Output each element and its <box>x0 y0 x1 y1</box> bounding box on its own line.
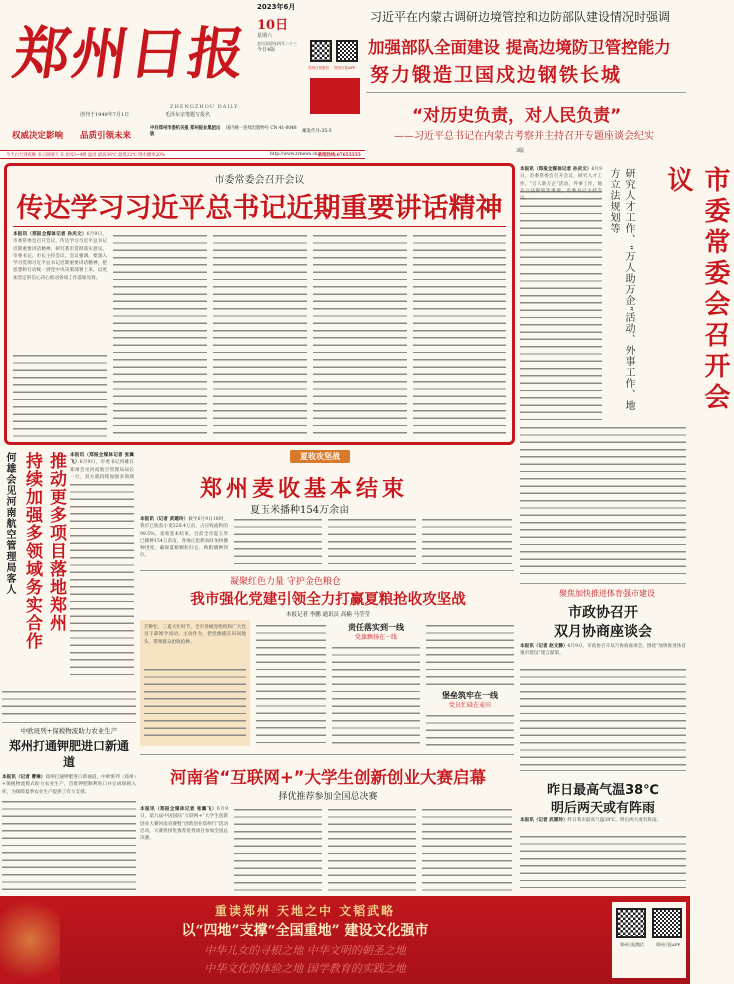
wheat-text: 截至6月9日18时，我市已收获小麦228.4万亩，占应收面积的99.5%，麦收基本结束。目前全市夏玉米已播种154万余亩，各地正抢抓农时加快播种进度，确保夏粮颗粒归仓、秋粮播种到位。 <box>140 517 228 559</box>
left-text: 6月9日，市委书记何雄在郑州会见河南航空管理局局长一行，双方就持续加强多领域 <box>70 460 134 480</box>
right-story-body-b <box>520 270 602 420</box>
qr-code-wechat[interactable] <box>310 40 332 62</box>
left-column-story[interactable] <box>0 448 137 688</box>
lead-story-box[interactable] <box>4 163 515 445</box>
lead-body-col-2 <box>113 232 207 438</box>
lead-body-col-1 <box>13 231 107 351</box>
ad-line-4: 中华文化的体验之地 国学教育的实践之地 <box>204 962 406 975</box>
right-story-lead <box>520 166 602 202</box>
date-month: 2023年6月 <box>257 3 296 11</box>
cppcc-story[interactable] <box>520 586 690 768</box>
competition-body-4 <box>422 806 512 892</box>
headline-kicker: 习近平在内蒙古调研边境管控和边防部队建设情况时强调 <box>370 10 671 24</box>
newspaper-logo: 郑州日报 <box>9 21 251 87</box>
left-vertical-headline-2: 推动更多项目落地郑州 <box>46 452 66 632</box>
slogan-quality: 品质引领未来 <box>80 131 132 141</box>
lead-divider <box>13 226 506 227</box>
slogan-authority: 权威决定影响 <box>12 131 64 141</box>
cppcc-headline-2: 双月协商座谈会 <box>554 624 652 640</box>
lead-byline: 本报讯（郑报全媒体记者 孙庆文） <box>13 232 87 237</box>
separator-line <box>366 92 686 93</box>
party-story[interactable] <box>140 572 516 752</box>
potash-body <box>2 798 136 892</box>
wheat-body-2 <box>234 516 322 566</box>
cppcc-text: 6月9日，市政协召开双月协商座谈会，围绕“加快推进体育强市建设”建言献策。 <box>520 644 686 657</box>
wheat-body-3 <box>328 516 416 566</box>
competition-subheadline: 择优推荐参加全国总决赛 <box>278 792 378 802</box>
party-highlight-body <box>144 666 246 742</box>
party-box2-title: 堡垒筑牢在一线 <box>442 690 498 700</box>
cppcc-byline: 本报讯（记者 赵文静） <box>520 644 568 649</box>
left-byline: 本报讯（郑报全媒体记者 张翼飞） <box>70 453 134 466</box>
masthead <box>0 0 365 152</box>
ad-qr-label-2: 郑州日报APP <box>655 942 681 947</box>
ad-line-3: 中华儿女的寻根之地 中华文明的朝圣之地 <box>204 944 406 957</box>
weather-body <box>520 833 686 888</box>
competition-text: 6月9日，第九届中国国际“互联网+”大学生创新创业大赛河南省赛暨“创新创业郑州行”活动启动，大赛将择优推荐优秀项目参加全国总决赛。 <box>140 807 228 842</box>
party-highlight-box <box>140 620 250 746</box>
wheat-headline: 郑州麦收基本结束 <box>200 477 409 502</box>
lead-body-col-3 <box>213 232 307 438</box>
right-text: 6月9日，市委常委会召开会议，研究人才工作、“万人助万企”活动、外事工作、地方立法规划等事项。市委书记主持会议。 <box>520 167 602 202</box>
top-headline-block[interactable] <box>366 0 690 95</box>
potash-kicker: 中欧班列+保税物流助力农业生产 <box>20 727 118 735</box>
left-body-lower <box>2 688 136 720</box>
second-headline-block[interactable] <box>366 95 690 157</box>
potash-lead <box>2 774 136 796</box>
potash-story[interactable] <box>0 724 137 896</box>
page-jump[interactable]: 3版 <box>516 148 525 154</box>
section-banner <box>140 450 516 464</box>
party-body-5 <box>426 712 514 746</box>
weather-headline-2: 明后两天或有阵雨 <box>550 801 655 816</box>
left-vertical-headline-1: 持续加强多领域务实合作 <box>22 452 42 650</box>
wheat-divider <box>140 570 514 571</box>
right-story-body-c <box>520 424 686 574</box>
weather-byline: 本报讯（记者 武建玲） <box>520 818 568 823</box>
second-headline-sub: ——习近平总书记在内蒙古考察并主持召开专题座谈会纪实 <box>394 131 654 142</box>
ad-qr-box <box>612 902 686 978</box>
party-body-4 <box>426 622 514 686</box>
lead-headline: 传达学习习近平总书记近期重要讲话精神 <box>16 193 503 224</box>
party-body-2 <box>256 622 326 746</box>
weather-lead <box>520 817 686 832</box>
website-link[interactable]: http://www.zynews.cn <box>270 152 318 157</box>
qr-label-app: 郑州日报APP <box>334 66 356 70</box>
party-box1-title: 责任落实到一线 <box>348 622 404 632</box>
ad-qr-code-1[interactable] <box>616 908 646 938</box>
sponsor-text: 中共郑州市委机关报 郑州报业集团出版 <box>150 126 221 137</box>
party-kicker: 凝聚红色力量 守护金色粮仓 <box>230 577 341 587</box>
wheat-story[interactable] <box>140 464 516 568</box>
right-byline: 本报讯（郑报全媒体记者 孙庆文） <box>520 167 592 172</box>
headline-line-2: 努力锻造卫国戍边钢铁长城 <box>370 64 623 86</box>
right-vertical-sub: 研究人才工作、“万人助万企”活动、外事工作、地方立法规划等 <box>608 168 634 412</box>
ad-qr-code-2[interactable] <box>652 908 682 938</box>
weather-text: 昨日我市最高气温38℃，明后两天或有阵雨。 <box>567 818 662 823</box>
competition-body-2 <box>234 806 322 892</box>
weather-ticker <box>0 150 365 159</box>
right-column-story[interactable] <box>520 160 730 580</box>
lead-body-col-5 <box>413 232 506 438</box>
wheat-byline: 本报讯（记者 武建玲） <box>140 517 189 522</box>
lead-text: 6月9日，市委常委会召开会议，传达学习习近平总书记近期重要讲话精神，研究我市贯彻落实意见。市委书记、市长主持会议。会议强调，要深入学习贯彻习近平总书记近期重要讲话精神，把思想和行动统一到党中央决策部署上来，以更加坚定的信心决心推动各项工作落地见效。 <box>13 232 107 281</box>
cppcc-lead <box>520 643 686 665</box>
issn-text: 国内统一连续出版物号 CN 41-0048 <box>226 126 297 131</box>
potash-byline: 本报讯（记者 曹琳） <box>2 775 46 780</box>
party-lead <box>144 624 246 664</box>
founded-date: 创刊于1949年7月1日 <box>80 112 130 118</box>
right-vertical-headline: 市委常委会召开会议 <box>663 166 730 414</box>
left-divider <box>2 722 136 723</box>
masthead-brand-block <box>310 78 360 114</box>
cppcc-body <box>520 666 686 766</box>
weather-divider <box>520 770 686 771</box>
competition-body-3 <box>328 806 416 892</box>
wheat-body-4 <box>422 516 512 566</box>
potash-text: 郑州打通钾肥进口新通道，中欧班列（郑州）+保税物流模式助力农业生产，首批钾肥顺利进口并完成保税入库，为保障夏季农业生产提供了有力支撑。 <box>2 775 136 795</box>
left-lead <box>70 452 134 480</box>
ad-line-1: 重读郑州 天地之中 文韬武略 <box>214 904 396 918</box>
lead-body-col-1b <box>13 352 107 438</box>
bottom-advertisement[interactable] <box>0 896 690 984</box>
party-text: 芒种忙，三夏大忙时节，全市各级党组织和广大党员干部闻令而动、主动作为，把党旗插在田间地头，带领群众抢收抢种。 <box>144 625 246 645</box>
qr-code-app[interactable] <box>336 40 358 62</box>
ad-line-2: 以“四地”支撑“全国重地” 建设文化强市 <box>181 923 429 939</box>
lead-body-col-4 <box>313 232 407 438</box>
party-body-3 <box>332 644 420 746</box>
lead-kicker: 市委常委会召开会议 <box>214 175 305 186</box>
inscription-note: 毛泽东亲笔题写报名 <box>165 112 211 118</box>
postal-code: 邮发代号:35-3 <box>302 129 332 134</box>
wheat-subheadline: 夏玉米播种154万余亩 <box>250 505 350 516</box>
competition-lead <box>140 806 228 892</box>
ticker-text: 今天白天到夜晚 多云间晴天 东北风3~4级 温度 最高36℃ 最低22℃ 降水概率20% <box>6 153 166 158</box>
party-divider <box>140 754 514 755</box>
cppcc-kicker: 聚焦加快推进体育强市建设 <box>559 589 655 598</box>
date-day: 10日 <box>257 18 289 33</box>
logo-english: ZHENGZHOU DAILY <box>170 104 239 110</box>
weather-headline-1: 昨日最高气温38℃ <box>547 783 659 798</box>
competition-story[interactable] <box>140 756 516 896</box>
weather-story[interactable] <box>520 773 690 891</box>
date-box <box>257 2 307 116</box>
party-headline: 我市强化党建引领全力打赢夏粮抢收攻坚战 <box>190 592 466 608</box>
lunar-date: 农历癸卯年四月二十三 <box>257 41 297 46</box>
second-headline-title: “对历史负责，对人民负责” <box>412 106 622 126</box>
weekday: 星期六 <box>257 33 273 39</box>
party-box2-sub: 党员忙碌在麦田 <box>448 702 491 709</box>
party-byline: 本报记者 李鹏 通讯员 高楠 马莹莹 <box>286 612 370 618</box>
left-body <box>70 481 134 681</box>
competition-byline: 本报讯（郑报全媒体记者 张翼飞） <box>140 807 217 812</box>
left-side-title: 何雄会见河南航空管理局客人 <box>4 452 15 595</box>
party-box1-sub: 党旗飘扬在一线 <box>354 634 397 641</box>
ad-qr-label-1: 郑州日报微信 <box>620 942 644 947</box>
competition-headline: 河南省“互联网+”大学生创新创业大赛启幕 <box>169 768 486 787</box>
headline-line-1: 加强部队全面建设 提高边境防卫管控能力 <box>368 38 671 57</box>
page-count: 今日4版 <box>257 47 276 53</box>
section-label: 夏收攻坚战 <box>290 450 350 463</box>
right-column-divider <box>520 583 686 584</box>
wheat-lead <box>140 516 228 566</box>
news-hotline: 新闻热线:67655555 <box>318 153 361 158</box>
cppcc-headline-1: 市政协召开 <box>568 605 638 621</box>
qr-label-wechat: 郑州日报微信 <box>308 66 329 70</box>
potash-headline: 郑州打通钾肥进口新通道 <box>8 739 129 769</box>
banner-row <box>0 124 365 146</box>
